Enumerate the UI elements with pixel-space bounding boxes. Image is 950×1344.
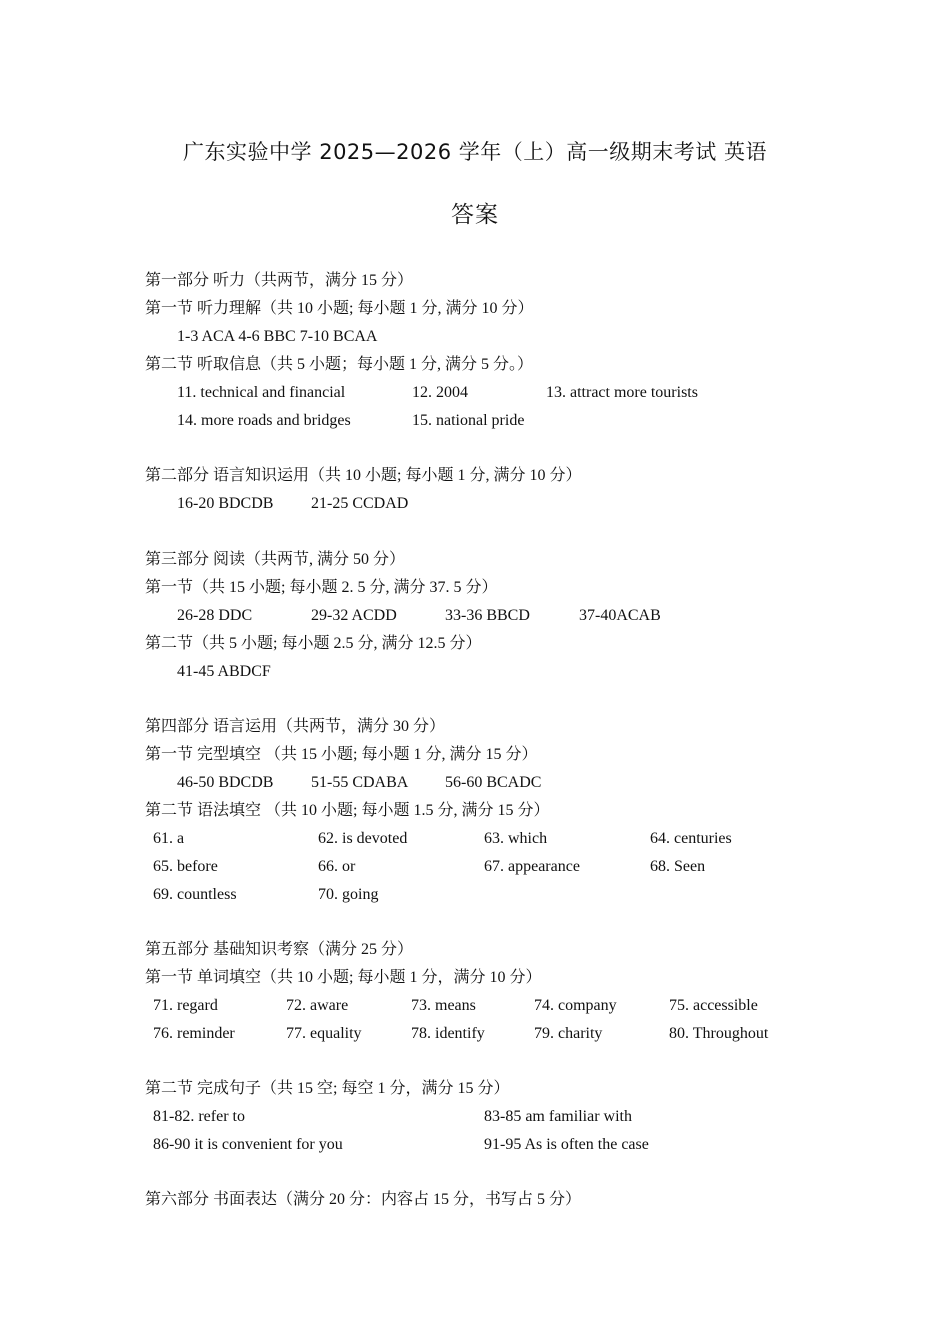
answer-item: 86-90 it is convenient for you	[153, 1136, 343, 1153]
answer-item: 73. means	[411, 997, 476, 1014]
document-subtitle: 答案	[451, 202, 499, 228]
answer-item: 62. is devoted	[318, 830, 408, 847]
part3-heading: 第三部分 阅读（共两节, 满分 50 分）	[145, 551, 406, 568]
answer-item: 68. Seen	[650, 858, 706, 875]
answer-item: 41-45 ABDCF	[177, 663, 271, 680]
part4-heading: 第四部分 语言运用（共两节，满分 30 分）	[145, 718, 446, 735]
answer-item: 61. a	[153, 830, 185, 847]
answer-item: 11. technical and financial	[177, 384, 346, 401]
answer-item: 81-82. refer to	[153, 1108, 245, 1125]
answer-item: 70. going	[318, 886, 379, 903]
part2-heading: 第二部分 语言知识运用（共 10 小题; 每小题 1 分, 满分 10 分）	[145, 467, 582, 484]
part3-section1-heading: 第一节（共 15 小题; 每小题 2. 5 分, 满分 37. 5 分）	[145, 579, 498, 596]
answer-item: 29-32 ACDD	[311, 607, 397, 624]
answer-item: 76. reminder	[153, 1025, 235, 1042]
part3-section2-heading: 第二节（共 5 小题; 每小题 2.5 分, 满分 12.5 分）	[145, 635, 482, 652]
answer-item: 83-85 am familiar with	[484, 1108, 632, 1125]
answer-item: 80. Throughout	[669, 1025, 769, 1042]
answer-item: 12. 2004	[412, 384, 468, 401]
answer-item: 65. before	[153, 858, 218, 875]
answer-item: 66. or	[318, 858, 356, 875]
answer-item: 75. accessible	[669, 997, 758, 1014]
part1-section1-answers: 1-3 ACA 4-6 BBC 7-10 BCAA	[177, 328, 378, 345]
answer-item: 64. centuries	[650, 830, 732, 847]
answer-item: 26-28 DDC	[177, 607, 253, 624]
answer-item: 63. which	[484, 830, 548, 847]
answer-item: 21-25 CCDAD	[311, 495, 409, 512]
answer-item: 78. identify	[411, 1025, 485, 1042]
answer-item: 91-95 As is often the case	[484, 1136, 649, 1153]
part6-heading: 第六部分 书面表达（满分 20 分：内容占 15 分，书写占 5 分）	[145, 1191, 582, 1208]
part5-heading: 第五部分 基础知识考察（满分 25 分）	[145, 941, 414, 958]
document-title: 广东实验中学 2025—2026 学年（上）高一级期末考试 英语	[183, 140, 767, 164]
part4-section1-heading: 第一节 完型填空 （共 15 小题; 每小题 1 分, 满分 15 分）	[145, 746, 538, 763]
answer-item: 67. appearance	[484, 858, 580, 875]
part1-section2-heading: 第二节 听取信息（共 5 小题；每小题 1 分, 满分 5 分。）	[145, 356, 534, 373]
answer-item: 69. countless	[153, 886, 237, 903]
answer-item: 33-36 BBCD	[445, 607, 530, 624]
part1-heading: 第一部分 听力（共两节，满分 15 分）	[145, 272, 414, 289]
part1-section1-heading: 第一节 听力理解（共 10 小题; 每小题 1 分, 满分 10 分）	[145, 300, 534, 317]
part4-section2-heading: 第二节 语法填空 （共 10 小题; 每小题 1.5 分, 满分 15 分）	[145, 802, 550, 819]
answer-item: 14. more roads and bridges	[177, 412, 351, 429]
answer-item: 37-40ACAB	[579, 607, 661, 624]
answer-item: 16-20 BDCDB	[177, 495, 274, 512]
answer-item: 71. regard	[153, 997, 218, 1014]
answer-item: 46-50 BDCDB	[177, 774, 274, 791]
answer-item: 77. equality	[286, 1025, 362, 1042]
part5-section1-heading: 第一节 单词填空（共 10 小题; 每小题 1 分，满分 10 分）	[145, 969, 542, 986]
answer-item: 72. aware	[286, 997, 349, 1014]
answer-item: 56-60 BCADC	[445, 774, 542, 791]
answer-item: 13. attract more tourists	[546, 384, 698, 401]
part5-section2-heading: 第二节 完成句子（共 15 空; 每空 1 分，满分 15 分）	[145, 1080, 510, 1097]
answer-item: 74. company	[534, 997, 617, 1014]
answer-item: 79. charity	[534, 1025, 603, 1042]
answer-item: 15. national pride	[412, 412, 525, 429]
answer-item: 51-55 CDABA	[311, 774, 409, 791]
